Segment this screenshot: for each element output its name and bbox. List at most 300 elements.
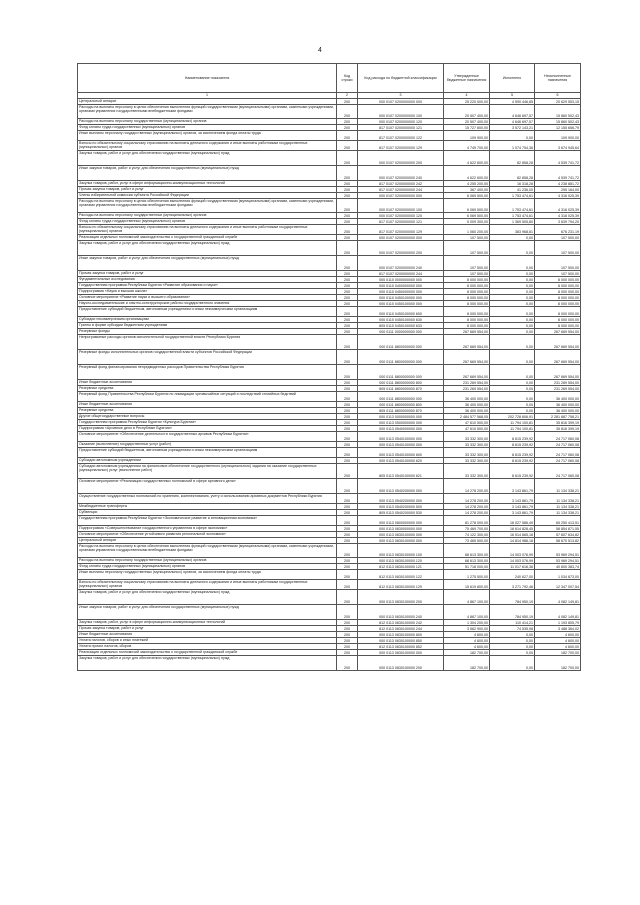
row-executed: 784 950,19 <box>490 605 535 620</box>
row-line-code: 200 <box>337 277 358 283</box>
row-line-code: 200 <box>337 638 358 644</box>
row-approved: 20 507 400,00 <box>444 119 490 125</box>
row-name: Основное мероприятие «Обеспечение устойчивого развития региональной экономики» <box>78 532 337 538</box>
table-row <box>78 432 581 442</box>
row-approved: 15 619 800,00 <box>444 580 490 590</box>
row-budget-code: 000 0111 0000000000 000 <box>358 329 444 335</box>
row-name: Резервные средства <box>78 386 337 392</box>
row-line-code: 200 <box>337 241 358 256</box>
row-unexecuted: 1 034 873,00 <box>535 570 581 580</box>
row-approved: 20 507 400,00 <box>444 105 490 119</box>
row-executed: 16 514 665,18 <box>490 532 535 538</box>
row-executed: 8 615 239,92 <box>490 458 535 464</box>
row-executed: 3 143 861,79 <box>490 510 535 516</box>
row-unexecuted: 295 164,00 <box>535 187 581 193</box>
row-name: Уплата прочих налогов, сборов <box>78 644 337 650</box>
row-name: Взносы по обязательному социальному страхованию на выплаты денежного содержания и иные выплаты работникам государственных (муниципальных) органов <box>78 225 337 235</box>
row-executed: 0,00 <box>490 408 535 414</box>
row-approved: 15 727 800,00 <box>444 125 490 131</box>
row-executed: 3 143 861,79 <box>490 504 535 510</box>
row-executed: 14 814 986,18 <box>490 538 535 544</box>
table-row <box>78 392 581 402</box>
row-line-code: 200 <box>337 119 358 125</box>
row-budget-code: 812 0113 0830100000 122 <box>358 570 444 580</box>
row-line-code: 200 <box>337 414 358 420</box>
row-approved: 14 278 200,00 <box>444 504 490 510</box>
row-executed: 8 615 239,92 <box>490 464 535 479</box>
row-line-code: 200 <box>337 166 358 181</box>
row-line-code: 200 <box>337 564 358 570</box>
header-budget-code: Код расхода по бюджетной классификации <box>358 64 444 93</box>
row-line-code: 200 <box>337 181 358 187</box>
row-budget-code: 000 0113 0830100000 850 <box>358 638 444 644</box>
row-line-code: 200 <box>337 458 358 464</box>
row-budget-code: 000 0111 8800000000 800 <box>358 380 444 386</box>
row-unexecuted: 11 134 338,21 <box>535 479 581 494</box>
row-budget-code: 000 0107 0200000000 200 <box>358 241 444 256</box>
row-name: Субсидии некоммерческим организациям <box>78 317 337 323</box>
row-budget-code: 000 0113 0800000000 000 <box>358 516 444 526</box>
row-budget-code: 817 0107 0200000000 121 <box>358 125 444 131</box>
row-name: Члены избирательной комиссии субъекта Российской Федерации <box>78 193 337 199</box>
row-name: Иные выплаты персоналу государственных (муниципальных) органов, за исключением фонда оплаты труда <box>78 570 337 580</box>
row-line-code: 200 <box>337 365 358 380</box>
table-row <box>78 544 581 558</box>
row-executed: 0,00 <box>490 307 535 317</box>
row-unexecuted: 35 816 399,19 <box>535 420 581 426</box>
row-line-code: 200 <box>337 392 358 402</box>
row-line-code: 200 <box>337 295 358 301</box>
row-unexecuted: 8 000 000,00 <box>535 283 581 289</box>
row-name: Взносы по обязательному социальному страхованию на выплаты денежного содержания и иные выплаты работникам государственных (муниципальных) органов <box>78 141 337 151</box>
row-line-code: 200 <box>337 323 358 329</box>
table-row <box>78 199 581 213</box>
row-approved: 4 749 700,00 <box>444 141 490 151</box>
row-executed: 4 646 697,57 <box>490 119 535 125</box>
table-row <box>78 365 581 380</box>
row-name: Иные бюджетные ассигнования <box>78 380 337 386</box>
row-unexecuted: 24 717 060,08 <box>535 464 581 479</box>
row-budget-code: 805 0113 0540200000 530 <box>358 510 444 516</box>
row-name: Государственная программа Республики Бурятия «Развитие образования и науки» <box>78 283 337 289</box>
row-approved: 4 867 100,00 <box>444 590 490 605</box>
row-unexecuted: 3 488 364,02 <box>535 626 581 632</box>
row-name: Гранты в форме субсидии бюджетным учреждениям <box>78 323 337 329</box>
row-budget-code: 000 0107 0200000000 100 <box>358 199 444 213</box>
row-unexecuted: 24 717 060,08 <box>535 432 581 442</box>
row-budget-code: 000 0111 8800000000 000 <box>358 335 444 350</box>
row-name: Расходы на выплаты персоналу государственных (муниципальных) органов <box>78 558 337 564</box>
row-name: Центральный аппарат <box>78 538 337 544</box>
row-name: Государственная программа Республики Бурятия «Культура Бурятии» <box>78 420 337 426</box>
row-approved: 182 700,00 <box>444 650 490 656</box>
row-budget-code: 000 0111 8800000000 000 <box>358 365 444 380</box>
row-budget-code: 817 0107 0200000000 129 <box>358 225 444 235</box>
row-line-code: 200 <box>337 350 358 365</box>
row-name: Иные закупки товаров, работ и услуг для обеспечения государственных (муниципальных) нужд <box>78 605 337 620</box>
row-line-code: 200 <box>337 289 358 295</box>
table-row <box>78 335 581 350</box>
row-line-code: 200 <box>337 335 358 350</box>
row-line-code: 200 <box>337 510 358 516</box>
row-name: Иные бюджетные ассигнования <box>78 632 337 638</box>
row-approved: 6 069 500,00 <box>444 199 490 213</box>
row-approved: 4 600,00 <box>444 632 490 638</box>
row-budget-code: 000 0110 0450000000 000 <box>358 289 444 295</box>
row-approved: 68 613 300,00 <box>444 558 490 564</box>
row-name: Расходы на выплаты персоналу государственных (муниципальных) органов <box>78 213 337 219</box>
row-unexecuted: 20 629 553,15 <box>535 99 581 105</box>
row-unexecuted: 676 231,19 <box>535 225 581 235</box>
row-unexecuted: 58 854 871,55 <box>535 526 581 532</box>
row-name: Фундаментальные исследования <box>78 277 337 283</box>
row-name: Основное мероприятие «Развитие науки и высшего образования» <box>78 295 337 301</box>
row-unexecuted: 11 134 338,21 <box>535 504 581 510</box>
row-budget-code: 000 0107 0200000000 120 <box>358 213 444 219</box>
row-line-code: 200 <box>337 219 358 225</box>
row-unexecuted: 36 400 000,00 <box>535 392 581 402</box>
row-unexecuted: 4 316 025,39 <box>535 213 581 219</box>
row-unexecuted: 107 500,00 <box>535 256 581 271</box>
row-name: Реализация отдельных полномочий законодательства о государственной гражданской службе <box>78 650 337 656</box>
row-name: Государственная программа Республики Бурятия «Экономическое развитие и инновационная экономика» <box>78 516 337 526</box>
row-budget-code: 000 0110 0450100000 630 <box>358 317 444 323</box>
row-line-code: 200 <box>337 99 358 105</box>
row-budget-code: 812 0113 0830100000 242 <box>358 620 444 626</box>
row-executed: 240 627,00 <box>490 570 535 580</box>
row-budget-code: 000 0113 0540000000 000 <box>358 426 444 432</box>
row-executed: 16 027 586,49 <box>490 516 535 526</box>
row-name: Центральный аппарат <box>78 99 337 105</box>
row-name: Непрограммные расходы органов исполнительной государственной власти Республики Бурятия <box>78 335 337 350</box>
row-line-code: 200 <box>337 605 358 620</box>
table-row <box>78 225 581 235</box>
table-row <box>78 151 581 166</box>
row-unexecuted: 65 250 413,51 <box>535 516 581 526</box>
row-name: Подпрограмма «Совершенствование государственного управления в сфере экономики» <box>78 526 337 532</box>
row-executed: 202 728 606,91 <box>490 414 535 420</box>
row-unexecuted: 8 000 000,00 <box>535 323 581 329</box>
row-name: Иные бюджетные ассигнования <box>78 402 337 408</box>
row-executed: 0,00 <box>490 131 535 141</box>
row-line-code: 200 <box>337 656 358 671</box>
row-name: Основное мероприятие «Обеспечение деятельности государственных архивов Республики Бурятия» <box>78 432 337 442</box>
row-executed: 383 968,81 <box>490 225 535 235</box>
row-name: Другие общегосударственные вопросы <box>78 414 337 420</box>
row-line-code: 200 <box>337 516 358 526</box>
row-name: Подпрограмма «Наука и высшая школа» <box>78 289 337 295</box>
row-executed: 0,00 <box>490 380 535 386</box>
table-row <box>78 580 581 590</box>
row-unexecuted: 36 400 000,00 <box>535 402 581 408</box>
row-executed: 0,00 <box>490 632 535 638</box>
row-budget-code: 000 0110 0450100000 600 <box>358 307 444 317</box>
row-approved: 8 000 000,00 <box>444 289 490 295</box>
row-executed: 0,00 <box>490 256 535 271</box>
row-line-code: 200 <box>337 235 358 241</box>
row-budget-code: 000 0113 0540200000 500 <box>358 504 444 510</box>
row-unexecuted: 15 860 502,43 <box>535 105 581 119</box>
row-name: Межбюджетные трансферты <box>78 504 337 510</box>
row-approved: 1 060 200,00 <box>444 225 490 235</box>
row-approved: 6 069 500,00 <box>444 193 490 199</box>
row-budget-code: 000 0113 0540100000 000 <box>358 432 444 442</box>
row-budget-code: 000 0113 0830100000 200 <box>358 590 444 605</box>
row-budget-code: 000 0113 0830100000 100 <box>358 544 444 558</box>
row-name: Резервный фонд Правительства Республики Бурятия по ликвидации чрезвычайных ситуаций и последствий стихийных бедствий <box>78 392 337 402</box>
row-budget-code: 000 0113 0830100000 800 <box>358 632 444 638</box>
row-executed: 0,00 <box>490 350 535 365</box>
row-budget-code: 000 0107 0200000000 000 <box>358 99 444 105</box>
row-approved: 2 484 577 568,05 <box>444 414 490 420</box>
row-approved: 25 220 000,00 <box>444 99 490 105</box>
row-line-code: 200 <box>337 151 358 166</box>
row-budget-code: 817 0107 0200000000 122 <box>358 131 444 141</box>
row-name: Предоставление субсидий бюджетным, автономным учреждениям и иным некоммерческим организациям <box>78 307 337 317</box>
row-executed: 14 003 076,99 <box>490 544 535 558</box>
row-budget-code: 817 0107 0200000000 242 <box>358 181 444 187</box>
table-row <box>78 166 581 181</box>
row-unexecuted: 15 860 502,43 <box>535 119 581 125</box>
row-executed: 3 143 861,79 <box>490 494 535 504</box>
header-indicator-name: Наименование показателя <box>78 64 337 93</box>
row-approved: 107 500,00 <box>444 235 490 241</box>
row-unexecuted: 107 500,00 <box>535 235 581 241</box>
table-row <box>78 307 581 317</box>
row-approved: 8 000 000,00 <box>444 295 490 301</box>
row-approved: 5 009 300,00 <box>444 219 490 225</box>
row-budget-code: 000 0110 0450100000 000 <box>358 301 444 307</box>
row-unexecuted: 4 316 025,39 <box>535 199 581 213</box>
row-line-code: 200 <box>337 386 358 392</box>
row-line-code: 200 <box>337 271 358 277</box>
row-executed: 8 615 239,92 <box>490 432 535 442</box>
row-unexecuted: 8 000 000,00 <box>535 295 581 301</box>
row-line-code: 200 <box>337 125 358 131</box>
row-budget-code: 000 0110 0450100000 000 <box>358 295 444 301</box>
table-row <box>78 656 581 671</box>
row-unexecuted: 4 316 025,39 <box>535 193 581 199</box>
row-unexecuted: 40 600 383,74 <box>535 564 581 570</box>
row-budget-code: 000 0111 8800000000 000 <box>358 350 444 365</box>
row-unexecuted: 109 900,00 <box>535 131 581 141</box>
row-executed: 11 017 616,36 <box>490 564 535 570</box>
row-unexecuted: 8 000 000,00 <box>535 307 581 317</box>
row-executed: 1 753 474,61 <box>490 193 535 199</box>
row-budget-code: 000 0110 0000000000 000 <box>358 277 444 283</box>
table-row <box>78 605 581 620</box>
row-executed: 1 369 505,80 <box>490 219 535 225</box>
row-unexecuted: 1 193 805,79 <box>535 620 581 626</box>
row-approved: 33 332 300,00 <box>444 448 490 458</box>
row-executed: 0,00 <box>490 295 535 301</box>
row-name: Иные выплаты персоналу государственных (муниципальных) органов, за исключением фонда оплаты труда <box>78 131 337 141</box>
row-name: Закупка товаров, работ, услуг в сфере информационно-коммуникационных технологий <box>78 620 337 626</box>
row-executed: 1 753 474,61 <box>490 199 535 213</box>
row-name: Научно-исследовательские и опытно-конструкторские работы государственного значения <box>78 301 337 307</box>
row-budget-code: 000 0107 0200000000 000 <box>358 235 444 241</box>
row-approved: 107 500,00 <box>444 271 490 277</box>
row-line-code: 200 <box>337 494 358 504</box>
row-executed: 41 236,00 <box>490 187 535 193</box>
row-line-code: 200 <box>337 141 358 151</box>
row-line-code: 200 <box>337 590 358 605</box>
row-approved: 107 500,00 <box>444 241 490 256</box>
row-executed: 0,00 <box>490 638 535 644</box>
row-line-code: 200 <box>337 225 358 235</box>
row-line-code: 200 <box>337 329 358 335</box>
row-budget-code: 805 0110 0450100000 633 <box>358 323 444 329</box>
row-unexecuted: 35 816 399,19 <box>535 426 581 432</box>
row-unexecuted: 12 155 656,79 <box>535 125 581 131</box>
row-approved: 4 867 100,00 <box>444 605 490 620</box>
column-number: 2 <box>337 93 358 99</box>
row-line-code: 200 <box>337 626 358 632</box>
table-row <box>78 241 581 256</box>
column-number: 5 <box>490 93 535 99</box>
row-executed: 0,00 <box>490 289 535 295</box>
row-approved: 1 304 200,00 <box>444 620 490 626</box>
row-name: Иные закупки товаров, работ и услуг для обеспечения государственных (муниципальных) нужд <box>78 166 337 181</box>
row-name: Прочая закупка товаров, работ и услуг <box>78 271 337 277</box>
row-line-code: 200 <box>337 199 358 213</box>
row-name: Уплата налогов, сборов и иных платежей <box>78 638 337 644</box>
row-name: Оказание (выполнение) государственных услуг (работ) <box>78 442 337 448</box>
row-approved: 267 669 554,00 <box>444 329 490 335</box>
table-row <box>78 590 581 605</box>
row-unexecuted: 4 600,00 <box>535 632 581 638</box>
row-line-code: 200 <box>337 213 358 219</box>
row-name: Закупка товаров, работ и услуг для обеспечения государственных (муниципальных) нужд <box>78 656 337 671</box>
row-unexecuted: 182 700,00 <box>535 650 581 656</box>
row-budget-code: 000 0113 0000000000 000 <box>358 414 444 420</box>
column-number: 1 <box>78 93 337 99</box>
header-row <box>78 64 581 93</box>
row-line-code: 200 <box>337 570 358 580</box>
row-unexecuted: 12 347 007,54 <box>535 580 581 590</box>
row-budget-code: 000 0113 0540200000 000 <box>358 479 444 494</box>
row-line-code: 200 <box>337 464 358 479</box>
row-line-code: 200 <box>337 193 358 199</box>
row-budget-code: 000 0113 0830100000 000 <box>358 532 444 538</box>
row-budget-code: 817 0107 0200000000 244 <box>358 187 444 193</box>
row-budget-code: 000 0107 0200000000 000 <box>358 193 444 199</box>
row-approved: 81 278 000,00 <box>444 516 490 526</box>
row-line-code: 200 <box>337 380 358 386</box>
row-executed: 16 614 828,45 <box>490 526 535 532</box>
row-name: Прочая закупка товаров, работ и услуг <box>78 626 337 632</box>
row-budget-code: 000 0113 0830100000 240 <box>358 605 444 620</box>
row-approved: 267 669 554,00 <box>444 335 490 350</box>
row-line-code: 200 <box>337 105 358 119</box>
row-line-code: 200 <box>337 283 358 289</box>
column-number: 3 <box>358 93 444 99</box>
row-unexecuted: 11 134 338,21 <box>535 494 581 504</box>
row-line-code: 200 <box>337 504 358 510</box>
row-name: Закупка товаров, работ, услуг в сфере информационно-коммуникационных технологий <box>78 181 337 187</box>
row-approved: 367 400,00 <box>444 187 490 193</box>
row-line-code: 200 <box>337 558 358 564</box>
row-unexecuted: 4 539 741,72 <box>535 151 581 166</box>
row-approved: 36 400 000,00 <box>444 402 490 408</box>
header-line-code: Код строки <box>337 64 358 93</box>
row-budget-code: 817 0107 0200000000 244 <box>358 271 444 277</box>
row-approved: 33 332 300,00 <box>444 464 490 479</box>
row-name: Резервный фонд финансирования непредвиденных расходов Правительства Республики Бурятия <box>78 365 337 380</box>
row-name: Расходы на выплаты персоналу в целях обеспечения выполнения функций государственными (муниципальными) органами, казенными учреждениями, органами управления государственными внебюджетными фондами <box>78 105 337 119</box>
table-row <box>78 570 581 580</box>
row-executed: 0,00 <box>490 329 535 335</box>
row-name: Фонд оплаты труда государственных (муниципальных) органов <box>78 564 337 570</box>
row-budget-code: 000 0107 0200000000 200 <box>358 151 444 166</box>
row-unexecuted: 267 669 554,00 <box>535 329 581 335</box>
row-executed: 0,00 <box>490 323 535 329</box>
row-unexecuted: 107 500,00 <box>535 271 581 277</box>
table-row <box>78 464 581 479</box>
row-approved: 14 278 200,00 <box>444 494 490 504</box>
row-approved: 267 669 554,00 <box>444 350 490 365</box>
row-executed: 8 615 239,92 <box>490 442 535 448</box>
row-approved: 33 332 300,00 <box>444 442 490 448</box>
row-executed: 82 858,28 <box>490 151 535 166</box>
table-row <box>78 494 581 504</box>
row-unexecuted: 8 000 000,00 <box>535 301 581 307</box>
row-executed: 784 950,19 <box>490 590 535 605</box>
row-approved: 4 622 600,00 <box>444 166 490 181</box>
row-name: Подпрограмма «Архивное дело в Республике Бурятия» <box>78 426 337 432</box>
row-executed: 1 753 474,61 <box>490 213 535 219</box>
row-line-code: 200 <box>337 479 358 494</box>
row-executed: 0,00 <box>490 283 535 289</box>
row-executed: 0,00 <box>490 644 535 650</box>
row-unexecuted: 8 000 000,00 <box>535 289 581 295</box>
row-line-code: 200 <box>337 620 358 626</box>
row-executed: 3 572 143,21 <box>490 125 535 131</box>
row-approved: 8 000 000,00 <box>444 307 490 317</box>
row-budget-code: 000 0107 0200000000 100 <box>358 105 444 119</box>
row-executed: 0,00 <box>490 365 535 380</box>
row-name: Реализация отдельных полномочий законодательства о государственной гражданской службе <box>78 235 337 241</box>
row-budget-code: 817 0107 0200000000 121 <box>358 219 444 225</box>
row-unexecuted: 182 700,00 <box>535 656 581 671</box>
row-approved: 4 600,00 <box>444 644 490 650</box>
row-unexecuted: 4 238 881,72 <box>535 181 581 187</box>
row-executed: 0,00 <box>490 277 535 283</box>
row-line-code: 200 <box>337 644 358 650</box>
row-executed: 1 074 754,36 <box>490 141 535 151</box>
row-line-code: 200 <box>337 187 358 193</box>
row-approved: 8 000 000,00 <box>444 323 490 329</box>
row-budget-code: 000 0113 0540100000 600 <box>358 448 444 458</box>
row-line-code: 200 <box>337 432 358 442</box>
row-approved: 14 278 200,00 <box>444 510 490 516</box>
row-unexecuted: 4 082 149,81 <box>535 590 581 605</box>
row-budget-code: 817 0107 0200000000 129 <box>358 141 444 151</box>
row-approved: 231 269 554,00 <box>444 386 490 392</box>
row-approved: 231 269 554,00 <box>444 380 490 386</box>
table-row <box>78 350 581 365</box>
row-unexecuted: 4 082 149,81 <box>535 605 581 620</box>
row-approved: 8 000 000,00 <box>444 301 490 307</box>
row-budget-code: 000 0110 0400000000 000 <box>358 283 444 289</box>
row-line-code: 200 <box>337 538 358 544</box>
row-executed: 11 794 100,81 <box>490 426 535 432</box>
row-line-code: 200 <box>337 442 358 448</box>
header-approved: Утвержденные бюджетные назначения <box>444 64 490 93</box>
row-budget-code: 000 0113 0540100000 620 <box>358 458 444 464</box>
row-unexecuted: 11 134 338,21 <box>535 510 581 516</box>
row-unexecuted: 3 674 945,64 <box>535 141 581 151</box>
